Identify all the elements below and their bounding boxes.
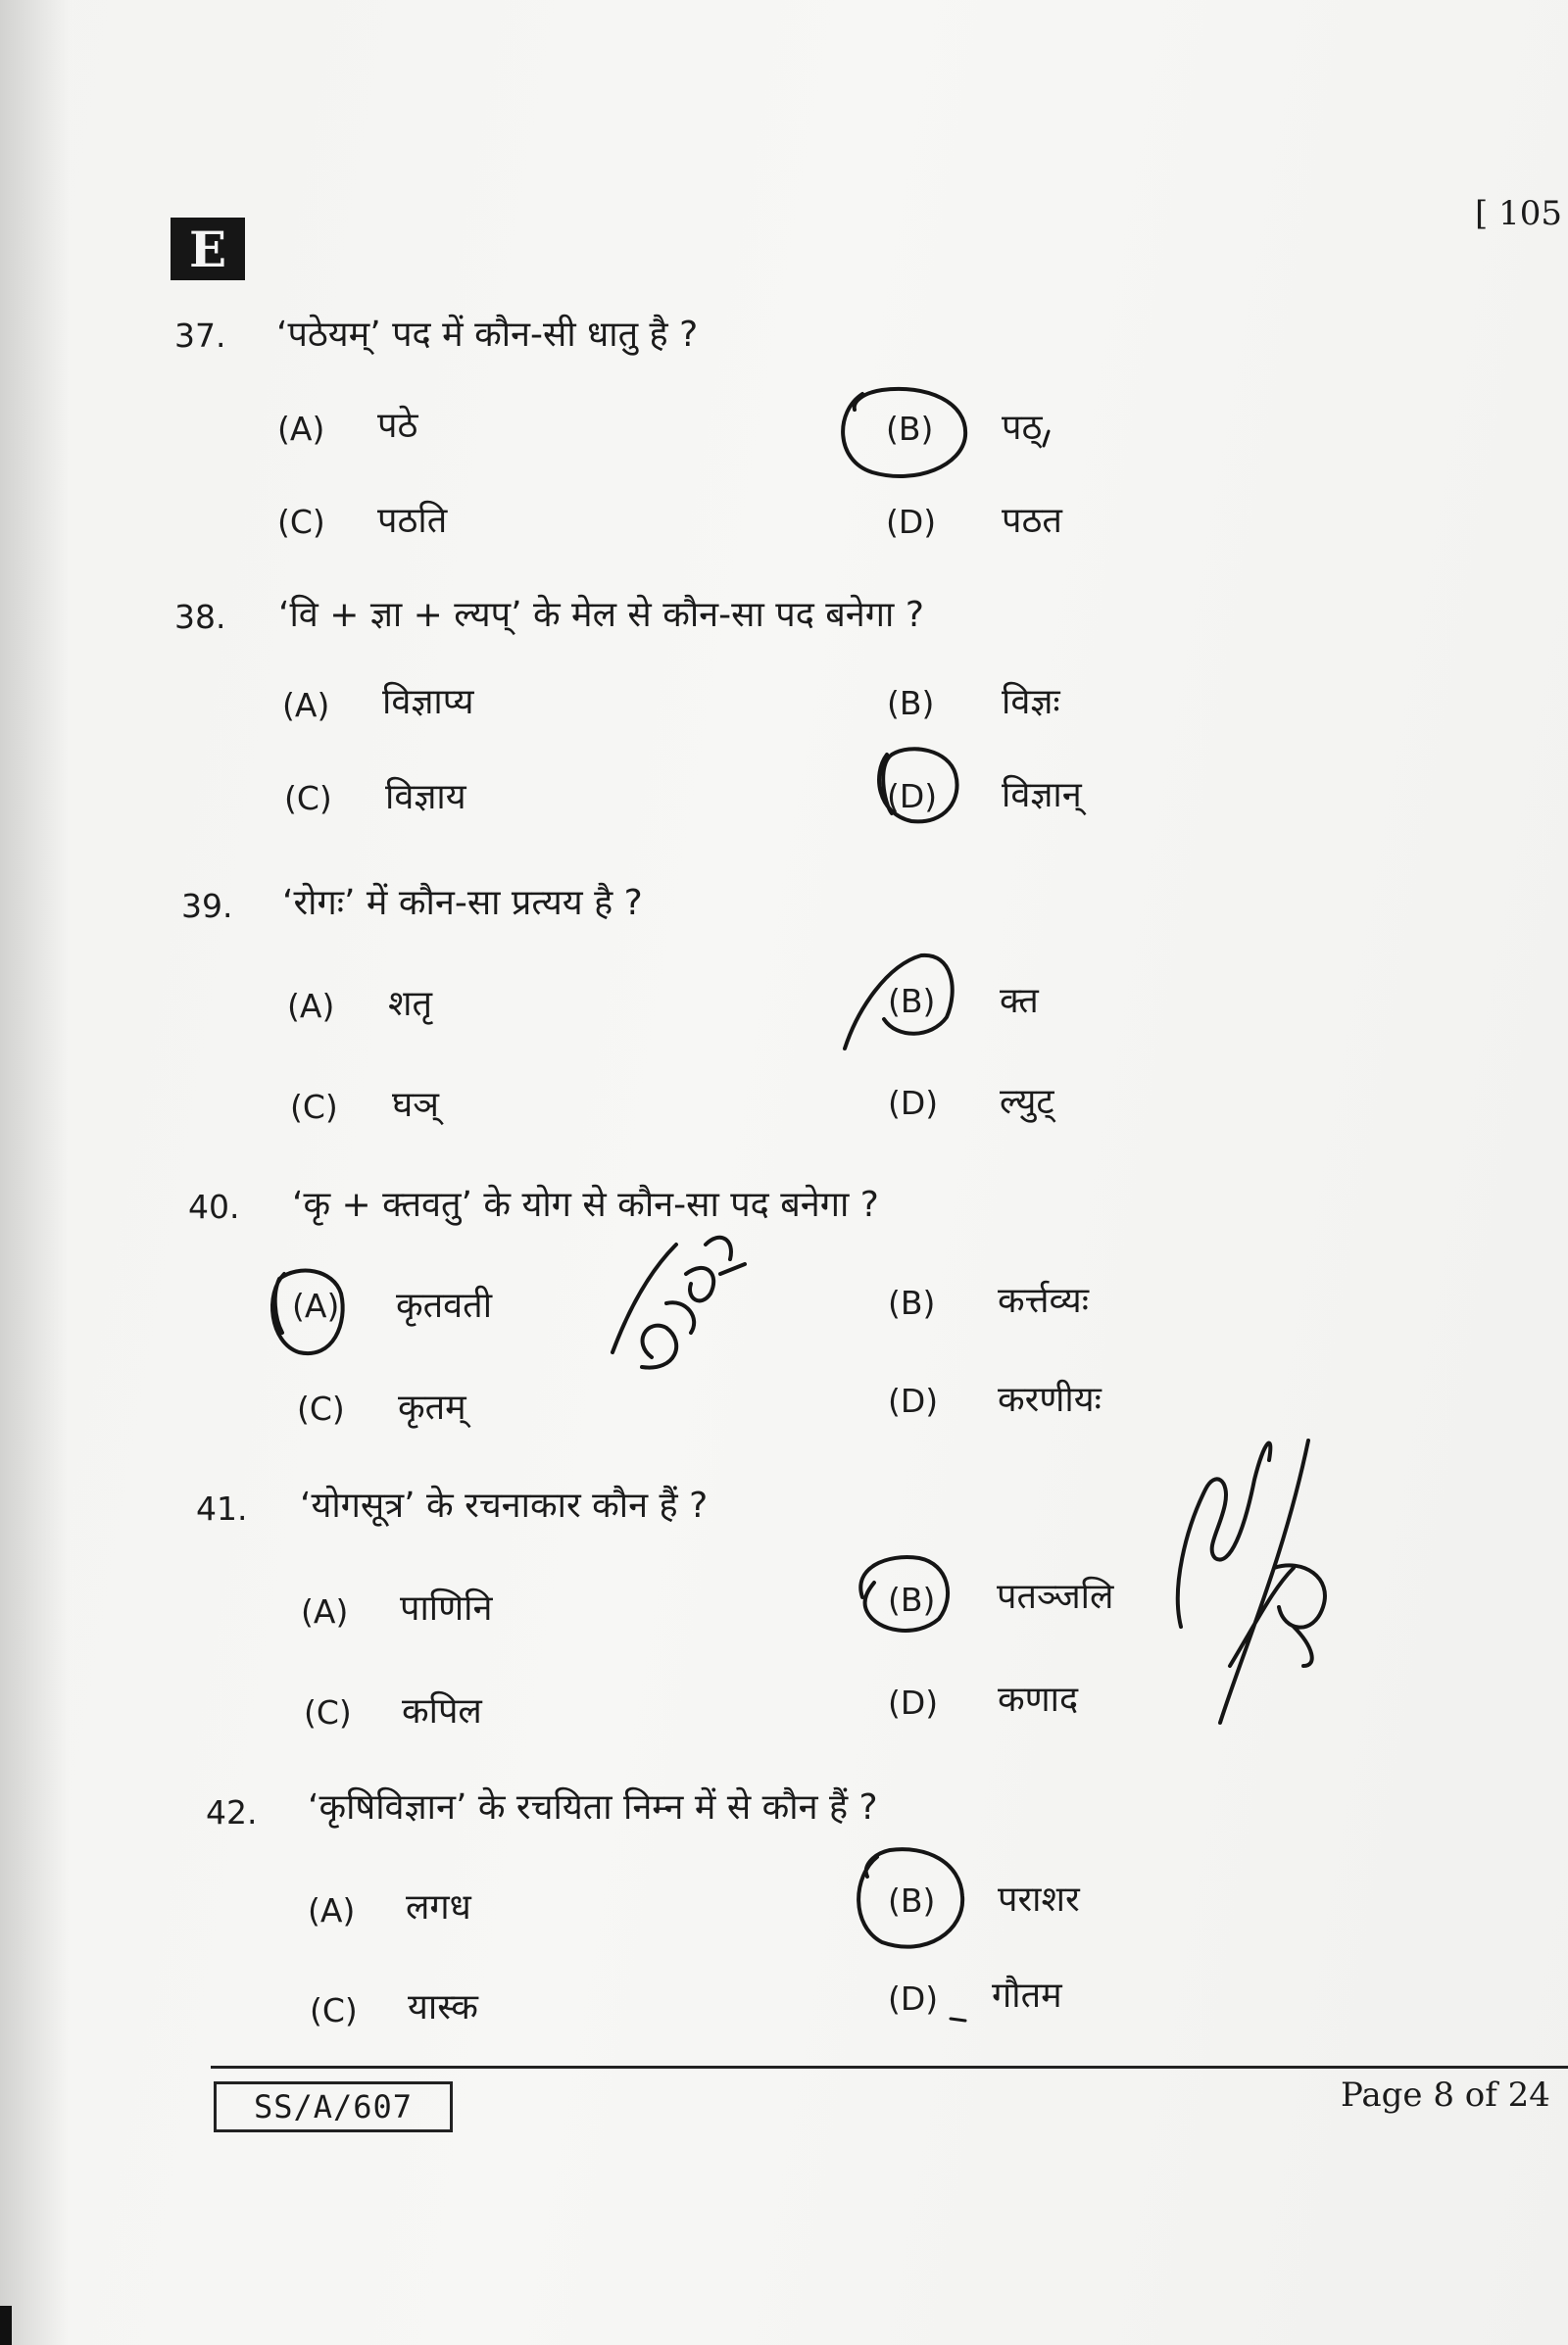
option-text: क्त [1000, 981, 1039, 1021]
option-text: कृतवती [396, 1286, 493, 1326]
option-text: गौतम [992, 1976, 1062, 2016]
page-edge-shadow [0, 0, 69, 2345]
question-text: ‘योगसूत्र’ के रचनाकार कौन हैं ? [300, 1486, 709, 1526]
option-label: (C) [297, 1390, 345, 1428]
option-label: (B) [888, 982, 936, 1020]
option-label: (A) [287, 987, 335, 1025]
section-badge: E [171, 218, 245, 280]
option-text: पठत [1002, 501, 1062, 541]
option-text: कपिल [402, 1691, 482, 1732]
option-label: (B) [888, 1881, 936, 1920]
option-label: (A) [292, 1287, 340, 1325]
question-number: 38. [174, 598, 226, 636]
page-number: [ 105 [1475, 194, 1562, 233]
footer-rule [211, 2066, 1568, 2069]
option-label: (A) [308, 1891, 356, 1930]
question-number: 39. [181, 887, 233, 925]
option-label: (B) [888, 1284, 936, 1322]
option-label: (A) [301, 1592, 349, 1631]
option-label: (C) [277, 503, 325, 541]
question-text: ‘कृ + क्तवतु’ के योग से कौन-सा पद बनेगा ? [292, 1185, 879, 1225]
option-text: कर्त्तव्यः [998, 1281, 1089, 1321]
page-edge-corner [0, 2306, 12, 2345]
option-text: विज्ञाय [385, 777, 466, 817]
option-text: यास्क [408, 1987, 478, 2027]
option-text: शतृ [388, 984, 433, 1024]
option-label: (C) [310, 1991, 358, 2029]
option-text: विज्ञाप्य [382, 682, 474, 722]
option-text: कृतम् [398, 1388, 466, 1428]
option-text: ल्युट् [1000, 1082, 1054, 1122]
option-label: (D) [888, 1084, 939, 1122]
option-text: पाणिनि [400, 1588, 493, 1629]
option-text: पठे [377, 406, 418, 446]
option-label: (D) [888, 1382, 939, 1420]
option-label: (C) [290, 1088, 338, 1126]
option-text: विज्ञः [1002, 682, 1060, 722]
option-label: (C) [284, 779, 332, 817]
option-label: (D) [886, 503, 937, 541]
question-text: ‘वि + ज्ञा + ल्यप्’ के मेल से कौन-सा पद बनेगा ? [278, 595, 924, 635]
option-text: पतञ्जलि [997, 1577, 1114, 1617]
option-text: घञ् [392, 1085, 439, 1125]
option-label: (B) [888, 1581, 936, 1619]
question-number: 37. [174, 317, 226, 355]
option-label: (C) [304, 1693, 352, 1732]
paper-code: SS/A/607 [214, 2081, 453, 2132]
option-label: (A) [282, 686, 330, 724]
option-text: विज्ञान् [1002, 775, 1082, 815]
question-number: 41. [196, 1490, 248, 1528]
option-text: पठ् [1002, 408, 1043, 448]
option-text: पराशर [998, 1880, 1080, 1920]
option-label: (D) [888, 1979, 939, 2018]
option-label: (D) [887, 777, 938, 815]
option-text: लगध [406, 1887, 471, 1928]
footer-page-label: Page 8 of 24 [1341, 2076, 1550, 2115]
question-text: ‘कृषिविज्ञान’ के रचयिता निम्न में से कौन हैं ? [308, 1787, 878, 1828]
question-number: 42. [206, 1793, 258, 1832]
option-text: करणीयः [998, 1380, 1102, 1420]
option-text: कणाद [998, 1680, 1079, 1720]
question-text: ‘पठेयम्’ पद में कौन-सी धातु है ? [276, 315, 699, 355]
option-label: (B) [887, 684, 935, 722]
option-label: (D) [888, 1684, 939, 1722]
option-text: पठति [377, 501, 448, 541]
question-text: ‘रोगः’ में कौन-सा प्रत्यय है ? [282, 883, 643, 923]
question-number: 40. [188, 1188, 240, 1226]
option-label: (B) [886, 410, 934, 448]
option-label: (A) [277, 410, 325, 448]
